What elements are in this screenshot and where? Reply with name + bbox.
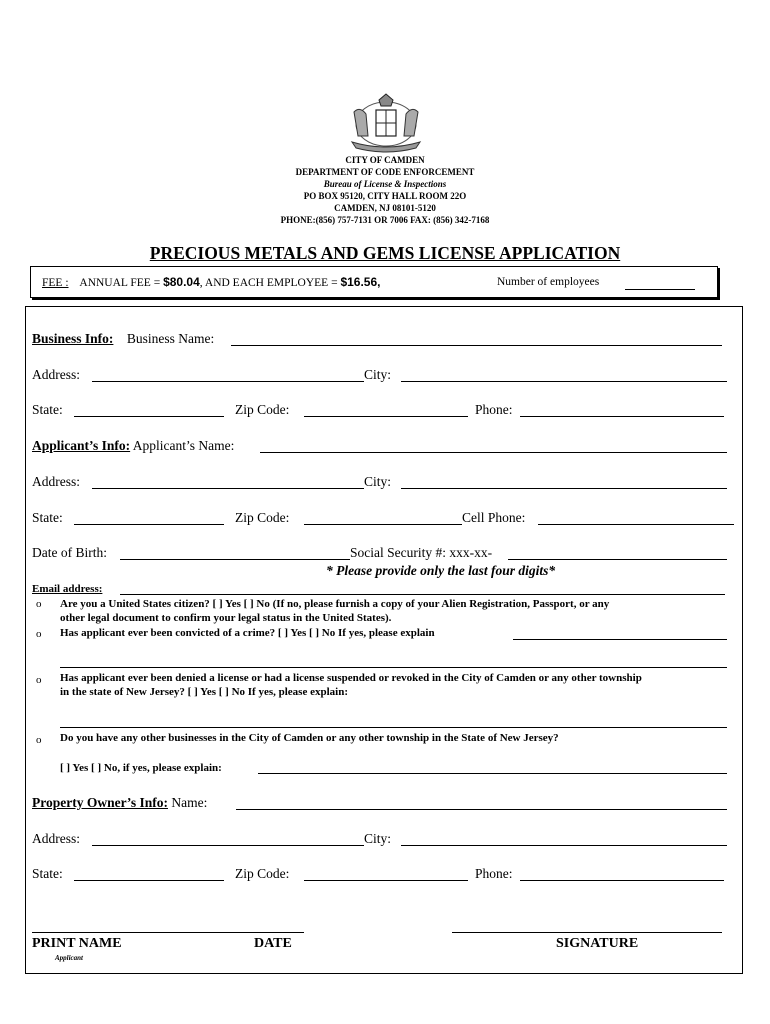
ssn-note: * Please provide only the last four digits* xyxy=(326,563,556,578)
header-city: CITY OF CAMDEN xyxy=(345,155,425,165)
business-city-field[interactable] xyxy=(401,381,727,382)
owner-name-label: Name: xyxy=(171,795,208,810)
business-phone-field[interactable] xyxy=(520,416,724,417)
applicant-city-field[interactable] xyxy=(401,488,727,489)
header-bureau: Bureau of License & Inspections xyxy=(323,179,447,189)
q3-line2: in the state of New Jersey? [ ] Yes [ ] No If yes, please explain: xyxy=(60,686,348,698)
signature-label: SIGNATURE xyxy=(556,936,639,951)
applicant-cell-label: Cell Phone: xyxy=(462,510,526,525)
business-section-heading: Business Info: xyxy=(32,331,114,346)
owner-city-label: City: xyxy=(364,831,392,846)
business-state-label: State: xyxy=(32,402,63,417)
applicant-section xyxy=(32,438,234,454)
q2-explain-field[interactable] xyxy=(513,639,727,640)
business-state-field[interactable] xyxy=(74,416,224,417)
q3-explain-field[interactable] xyxy=(60,727,727,728)
applicant-zip-field[interactable] xyxy=(304,524,462,525)
header-phone: PHONE:(856) 757-7131 OR 7006 FAX: (856) 342-7168 xyxy=(280,215,490,225)
owner-section-heading: Property Owner’s Info: xyxy=(32,795,168,810)
business-name-field[interactable] xyxy=(231,345,722,346)
fee-annual-amount: $80.04 xyxy=(163,275,200,289)
q2-text: Has applicant ever been convicted of a crime? [ ] Yes [ ] No If yes, please explain xyxy=(60,627,435,639)
header-city-state: CAMDEN, NJ 08101-5120 xyxy=(334,203,436,213)
owner-zip-label: Zip Code: xyxy=(235,866,290,881)
q3-bullet: o xyxy=(36,674,42,686)
fee-label: FEE : xyxy=(42,277,69,289)
applicant-note: Applicant xyxy=(55,954,84,962)
q4-text: Do you have any other businesses in the City of Camden or any other township in the State of New Jersey? xyxy=(60,732,559,744)
applicant-name-label: Applicant’s Name: xyxy=(132,438,235,453)
applicant-zip-label: Zip Code: xyxy=(235,510,290,525)
email-field[interactable] xyxy=(120,594,725,595)
q4-answer: [ ] Yes [ ] No, if yes, please explain: xyxy=(60,762,222,774)
q2-bullet: o xyxy=(36,628,42,640)
fee-employee-amount: $16.56, xyxy=(340,275,381,289)
q1-bullet: o xyxy=(36,598,42,610)
form-box xyxy=(25,306,743,974)
applicant-city-label: City: xyxy=(364,474,392,489)
header-po-box: PO BOX 95120, CITY HALL ROOM 22O xyxy=(303,191,467,201)
business-address-field[interactable] xyxy=(92,381,364,382)
applicant-state-field[interactable] xyxy=(74,524,224,525)
applicant-ssn-label: Social Security #: xxx-xx- xyxy=(350,545,493,560)
print-name-label: PRINT NAME xyxy=(32,936,122,951)
fee-row xyxy=(42,275,380,289)
signature-line[interactable] xyxy=(452,932,722,933)
city-seal-icon xyxy=(346,92,426,154)
q4-bullet: o xyxy=(36,734,42,746)
applicant-name-field[interactable] xyxy=(260,452,727,453)
header-department: DEPARTMENT OF CODE ENFORCEMENT xyxy=(295,167,475,177)
owner-zip-field[interactable] xyxy=(304,880,468,881)
q4-explain-field[interactable] xyxy=(258,773,727,774)
applicant-section-heading: Applicant’s Info: xyxy=(32,438,131,453)
applicant-dob-field[interactable] xyxy=(120,559,350,560)
print-name-date-line[interactable] xyxy=(32,932,304,933)
page-title: PRECIOUS METALS AND GEMS LICENSE APPLICATION xyxy=(149,243,621,263)
business-section xyxy=(32,331,214,347)
business-phone-label: Phone: xyxy=(475,402,513,417)
applicant-address-label: Address: xyxy=(32,474,80,489)
email-label: Email address: xyxy=(32,583,103,595)
owner-city-field[interactable] xyxy=(401,845,727,846)
num-employees-field[interactable] xyxy=(625,289,695,290)
applicant-dob-label: Date of Birth: xyxy=(32,545,107,560)
owner-state-field[interactable] xyxy=(74,880,224,881)
applicant-state-label: State: xyxy=(32,510,63,525)
owner-phone-label: Phone: xyxy=(475,866,513,881)
fee-employee-text: , AND EACH EMPLOYEE = xyxy=(199,277,341,289)
business-zip-label: Zip Code: xyxy=(235,402,290,417)
owner-address-label: Address: xyxy=(32,831,80,846)
owner-name-field[interactable] xyxy=(236,809,727,810)
date-label: DATE xyxy=(254,936,292,951)
applicant-ssn-field[interactable] xyxy=(508,559,727,560)
q3-line1: Has applicant ever been denied a license or had a license suspended or revoked in the City of Camden or any other township xyxy=(60,672,642,684)
owner-state-label: State: xyxy=(32,866,63,881)
fee-annual-text: ANNUAL FEE = xyxy=(79,277,164,289)
business-name-label: Business Name: xyxy=(126,331,215,346)
business-zip-field[interactable] xyxy=(304,416,468,417)
business-city-label: City: xyxy=(364,367,392,382)
business-address-label: Address: xyxy=(32,367,80,382)
applicant-address-field[interactable] xyxy=(92,488,364,489)
owner-section xyxy=(32,795,207,811)
owner-address-field[interactable] xyxy=(92,845,364,846)
num-employees-label: Number of employees xyxy=(497,276,600,288)
q2-explain-field-2[interactable] xyxy=(60,667,727,668)
q1-line2: other legal document to confirm your legal status in the United States). xyxy=(60,612,392,624)
applicant-cell-field[interactable] xyxy=(538,524,734,525)
q1-line1: Are you a United States citizen? [ ] Yes [ ] No (If no, please furnish a copy of your Alien Registration, Passport, or any xyxy=(60,598,610,610)
owner-phone-field[interactable] xyxy=(520,880,724,881)
